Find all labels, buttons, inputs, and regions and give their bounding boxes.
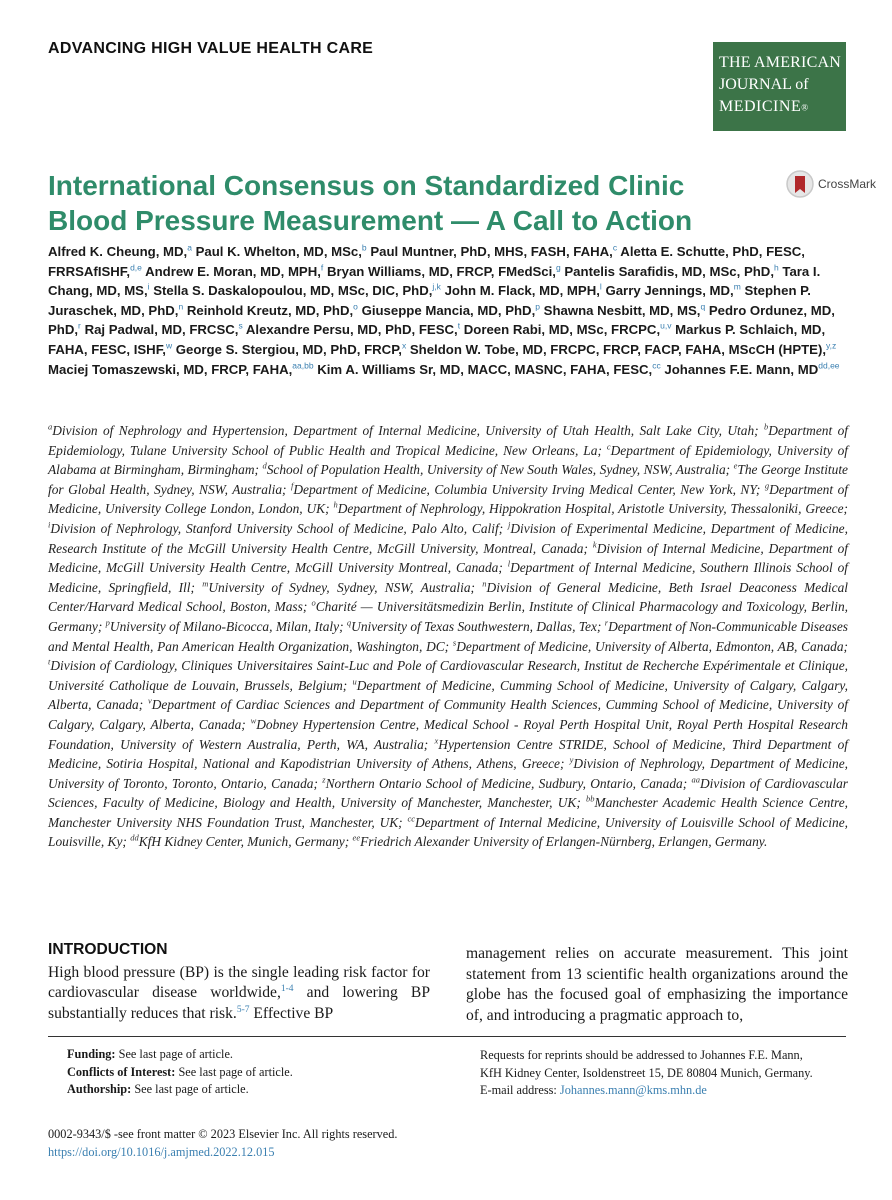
- affiliation-text: Division of Nephrology, Stanford University School of Medicine, Palo Alto, Calif;: [50, 520, 508, 536]
- affiliation-text: Friedrich Alexander University of Erlangen-Nürnberg, Erlangen, Germany.: [360, 834, 768, 850]
- author-name: John M. Flack, MD, MPH,: [444, 283, 600, 299]
- affiliation-marker: y: [569, 754, 574, 765]
- author-affiliation-marker[interactable]: c: [612, 242, 618, 253]
- author-affiliation-marker[interactable]: j,k: [432, 281, 441, 292]
- affiliation-marker: g: [764, 480, 770, 491]
- reprint-request: [480, 1047, 820, 1100]
- affiliation-marker: m: [202, 578, 209, 589]
- author-name: Kim A. Williams Sr, MD, MACC, MASNC, FAHA, FESC,: [317, 361, 653, 377]
- author-name: Bryan Williams, MD, FRCP, FMedSci,: [326, 263, 556, 279]
- affiliation-text: Department of Medicine, Columbia University Irving Medical Center, New York, NY;: [293, 481, 765, 497]
- affiliation-text: Division of Internal Medicine, Department of Medicine, McGill University Health Centre, McGill University Montreal, Canada;: [48, 540, 848, 576]
- author-name: Andrew E. Moran, MD, MPH,: [145, 263, 321, 279]
- reference-link[interactable]: 1-4: [280, 983, 294, 994]
- author-affiliation-marker[interactable]: w: [165, 340, 173, 351]
- affiliation-marker: t: [48, 656, 51, 667]
- author-affiliation-marker[interactable]: x: [401, 340, 407, 351]
- affiliation-text: Dobney Hypertension Centre, Medical School - Royal Perth Hospital Unit, Royal Perth Hospital Research Foundation, University of Western Australia, Perth, WA, Australia;: [48, 716, 848, 752]
- author-name: Giuseppe Mancia, MD, PhD,: [361, 302, 536, 318]
- funding-note: Funding: See last page of article.: [67, 1047, 233, 1061]
- affiliation-marker: o: [311, 597, 316, 608]
- affiliation-marker: f: [290, 480, 294, 491]
- title-line1: International Consensus on Standardized Clinic: [48, 170, 685, 201]
- crossmark-label: CrossMark: [818, 177, 877, 191]
- copyright-block: [48, 1126, 397, 1161]
- journal-logo-line1: THE AMERICAN: [719, 54, 841, 71]
- author-name: Paul K. Whelton, MD, MSc,: [195, 244, 362, 259]
- author-affiliation-marker[interactable]: p: [535, 301, 540, 312]
- intro-column-right: management relies on accurate measurement. This joint statement from 13 scientific health organizations around the globe has the focused goal of emphasizing the importance of, and introducing a pragmatic approach to,: [466, 945, 848, 1024]
- affiliation-marker: n: [482, 578, 487, 589]
- affiliation-text: Hypertension Centre STRIDE, School of Medicine, Third Department of Medicine, Sotiria Hospital, National and Kapodistrian University of Athens, Athens, Greece;: [48, 736, 849, 772]
- affiliation-marker: u: [352, 676, 357, 687]
- author-affiliation-marker[interactable]: u,v: [660, 320, 672, 331]
- affiliation-text: Department of Epidemiology, Tulane University School of Public Health and Tropical Medicine, New Orleans, La;: [48, 423, 848, 458]
- author-affiliation-marker[interactable]: q: [700, 301, 706, 312]
- affiliation-marker: bb: [586, 793, 595, 804]
- affiliation-text: Department of Internal Medicine, Southern Illinois School of Medicine, Springfield, Ill;: [48, 560, 848, 595]
- affiliation-text: Department of Nephrology, Hippokration Hospital, Aristotle University, Thessaloniki, Greece;: [337, 501, 848, 517]
- author-affiliation-marker[interactable]: m: [733, 281, 741, 292]
- author-affiliation-marker[interactable]: h: [773, 262, 779, 273]
- author-name: Garry Jennings, MD,: [605, 283, 734, 299]
- affiliation-text: KfH Kidney Center, Munich, Germany;: [138, 834, 353, 850]
- author-name: Raj Padwal, MD, FRCSC,: [84, 322, 239, 338]
- intro-column-left: INTRODUCTION High blood pressure (BP) is the single leading risk factor for cardiovascular disease worldwide,$^{1-4}$ and lowering BP substantially reduces that risk.$^{5-7}$ Effective BP: [48, 941, 430, 1022]
- affiliation-text: Department of Medicine, Cumming School of Medicine, University of Calgary, Calgary, Alberta, Canada;: [48, 677, 848, 713]
- affiliation-text: Division of General Medicine, Beth Israel Deaconess Medical Center/Harvard Medical School, Boston, Mass;: [48, 579, 848, 615]
- author-affiliation-marker[interactable]: l: [599, 281, 602, 292]
- author-name: Markus P. Schlaich, MD, FAHA, FESC, ISHF,: [48, 322, 826, 357]
- author-name: Sheldon W. Tobe, MD, FRCPC, FRCP, FACP, FAHA, MScCH (HPTE),: [409, 341, 827, 357]
- affiliation-marker: b: [764, 421, 769, 432]
- affiliation-marker: aa: [691, 774, 700, 785]
- affiliation-marker: l: [507, 558, 511, 569]
- author-affiliation-marker[interactable]: aa,bb: [292, 360, 314, 371]
- affiliation-text: Department of Cardiac Sciences and Department of Community Health Sciences, Cumming School of Medicine, University of Calgary, Calgary, Alberta, Canada;: [48, 697, 849, 732]
- affiliation-marker: c: [606, 441, 611, 452]
- article-title: [48, 168, 708, 238]
- footnote-divider: [48, 1036, 846, 1037]
- author-name: Reinhold Kreutz, MD, PhD,: [186, 302, 354, 318]
- reprints-text: Requests for reprints should be addressed to Johannes F.E. Mann, KfH Kidney Center, Isoldenstreet 15, DE 80804 Munich, Germany.: [480, 1048, 813, 1080]
- author-affiliation-marker[interactable]: r: [78, 320, 81, 331]
- affiliation-marker: s: [452, 637, 457, 648]
- affiliation-marker: dd: [130, 833, 139, 843]
- affiliation-text: Manchester Academic Health Science Centre, Manchester University NHS Foundation Trust, Manchester, UK;: [48, 795, 848, 830]
- affiliation-text: Department of Medicine, University College London, London, UK;: [48, 481, 848, 517]
- affiliation-marker: h: [333, 499, 338, 510]
- authorship-note: Authorship: See last page of article.: [67, 1082, 249, 1096]
- footnotes-left: [67, 1046, 293, 1099]
- author-name: Stephen P. Juraschek, MD, PhD,: [48, 283, 811, 318]
- affiliation-marker: e: [733, 460, 738, 471]
- affiliation-text: Division of Experimental Medicine, Department of Medicine, Research Institute of the McGill University Health Centre, McGill University, Montreal, Canada;: [48, 520, 848, 556]
- author-name: Maciej Tomaszewski, MD, FRCP, FAHA,: [48, 361, 293, 377]
- affiliation-marker: ee: [352, 833, 361, 843]
- affiliation-text: Division of Nephrology, Department of Medicine, University of Toronto, Toronto, Ontario, Canada;: [48, 756, 848, 791]
- author-affiliation-marker[interactable]: b: [361, 242, 367, 253]
- author-name: Tara I. Chang, MD, MS,: [48, 263, 821, 299]
- intro-heading: INTRODUCTION: [48, 941, 168, 958]
- affiliation-marker: a: [48, 421, 53, 432]
- section-label: ADVANCING HIGH VALUE HEALTH CARE: [48, 40, 374, 57]
- affiliation-text: The George Institute for Global Health, Sydney, NSW, Australia;: [48, 462, 848, 497]
- affiliation-text: Division of Cardiology, Cliniques Universitaires Saint-Luc and Pole of Cardiovascular Research, Institut de Recherche Expérimentale et Clinique, Université Catholique de Louvain, Brussels, Belgium;: [48, 658, 848, 693]
- affiliation-marker: x: [434, 735, 439, 746]
- journal-logo-line3: MEDICINE®: [719, 98, 809, 115]
- affiliation-text: University of Texas Southwestern, Dallas, Tex;: [351, 618, 605, 634]
- crossmark-icon: [786, 170, 814, 198]
- affiliation-text: University of Milano-Bicocca, Milan, Italy;: [109, 618, 347, 634]
- author-name: Alexandre Persu, MD, PhD, FESC,: [245, 322, 458, 338]
- affiliation-text: Department of Internal Medicine, University of Louisville School of Medicine, Louisville, Ky;: [48, 814, 848, 850]
- author-affiliation-marker[interactable]: f: [320, 262, 324, 273]
- doi-link[interactable]: https://doi.org/10.1016/j.amjmed.2022.12.015: [48, 1144, 275, 1159]
- author-affiliation-marker[interactable]: cc: [652, 360, 661, 371]
- author-name: Johannes F.E. Mann, MD: [664, 361, 819, 377]
- affiliation-text: Department of Epidemiology, University of Alabama at Birmingham, Birmingham;: [48, 442, 848, 478]
- affiliation-text: School of Population Health, University of New South Wales, Sydney, NSW, Australia;: [266, 462, 734, 478]
- affiliation-marker: p: [105, 617, 110, 628]
- affiliation-marker: i: [48, 519, 51, 530]
- affiliation-marker: d: [262, 460, 267, 471]
- author-name: Stella S. Daskalopoulou, MD, MSc, DIC, PhD,: [153, 283, 433, 299]
- affiliation-text: Department of Non-Communicable Diseases and Mental Health, Pan American Health Organization, Washington, DC;: [48, 618, 849, 654]
- author-name: George S. Stergiou, MD, PhD, FRCP,: [175, 341, 402, 357]
- author-name: Pantelis Sarafidis, MD, MSc, PhD,: [564, 263, 774, 279]
- affiliation-marker: cc: [407, 813, 416, 824]
- affiliation-marker: k: [592, 539, 597, 550]
- journal-logo-line2: JOURNAL of: [719, 76, 809, 93]
- affiliation-marker: w: [250, 715, 257, 726]
- author-list: [48, 242, 848, 379]
- crossmark-badge[interactable]: [786, 170, 876, 198]
- affiliation-marker: j: [508, 519, 511, 530]
- author-affiliation-marker[interactable]: g: [555, 262, 561, 273]
- affiliation-text: Department of Medicine, University of Alberta, Edmonton, AB, Canada;: [456, 638, 848, 654]
- author-affiliation-marker[interactable]: s: [238, 320, 243, 331]
- title-line2: Blood Pressure Measurement — A Call to Action: [48, 205, 693, 236]
- author-affiliation-marker[interactable]: n: [178, 301, 184, 312]
- author-name: Paul Muntner, PhD, MHS, FASH, FAHA,: [370, 244, 613, 259]
- affiliations: [48, 421, 848, 852]
- reference-link[interactable]: 5-7: [236, 1004, 250, 1015]
- conflicts-note: Conflicts of Interest: See last page of article.: [67, 1064, 293, 1079]
- author-affiliation-marker[interactable]: y,z: [826, 340, 837, 351]
- affiliation-marker: z: [322, 774, 326, 785]
- affiliation-text: University of Sydney, Sydney, NSW, Australia;: [208, 579, 483, 595]
- author-name: Shawna Nesbitt, MD, MS,: [543, 302, 701, 318]
- affiliation-text: Division of Cardiovascular Sciences, Faculty of Medicine, Biology and Health, University of Manchester, Manchester, UK;: [48, 775, 848, 811]
- affiliation-text: Northern Ontario School of Medicine, Sudbury, Ontario, Canada;: [325, 775, 692, 791]
- email-line: E-mail address: Johannes.mann@kms.mhn.de: [480, 1083, 707, 1097]
- author-name: Pedro Ordunez, MD, PhD,: [48, 302, 835, 338]
- journal-logo: [713, 42, 846, 131]
- author-affiliation-marker[interactable]: i: [147, 281, 150, 292]
- affiliation-marker: v: [147, 695, 152, 706]
- affiliation-marker: r: [604, 617, 609, 628]
- author-affiliation-marker[interactable]: d,e: [130, 262, 142, 273]
- author-name: Alfred K. Cheung, MD,: [48, 244, 188, 259]
- affiliation-text: Division of Nephrology and Hypertension, Department of Internal Medicine, University of Utah Health, Salt Lake City, Utah;: [52, 423, 764, 438]
- copyright-line: 0002-9343/$ -see front matter © 2023 Elsevier Inc. All rights reserved.: [48, 1127, 398, 1141]
- author-affiliation-marker[interactable]: t: [457, 320, 461, 331]
- author-affiliation-marker[interactable]: o: [353, 301, 358, 312]
- author-name: Doreen Rabi, MD, MSc, FRCPC,: [463, 322, 661, 338]
- author-affiliation-marker[interactable]: dd,ee: [818, 360, 840, 371]
- email-link[interactable]: Johannes.mann@kms.mhn.de: [559, 1083, 707, 1097]
- author-affiliation-marker[interactable]: a: [187, 242, 192, 253]
- affiliation-text: Charité — Universitätsmedizin Berlin, Institute of Clinical Pharmacology and Toxicology, Berlin, Germany;: [48, 599, 848, 634]
- affiliation-marker: q: [346, 617, 352, 628]
- author-name: Aletta E. Schutte, PhD, FESC, FRRSAfISHF,: [48, 244, 805, 279]
